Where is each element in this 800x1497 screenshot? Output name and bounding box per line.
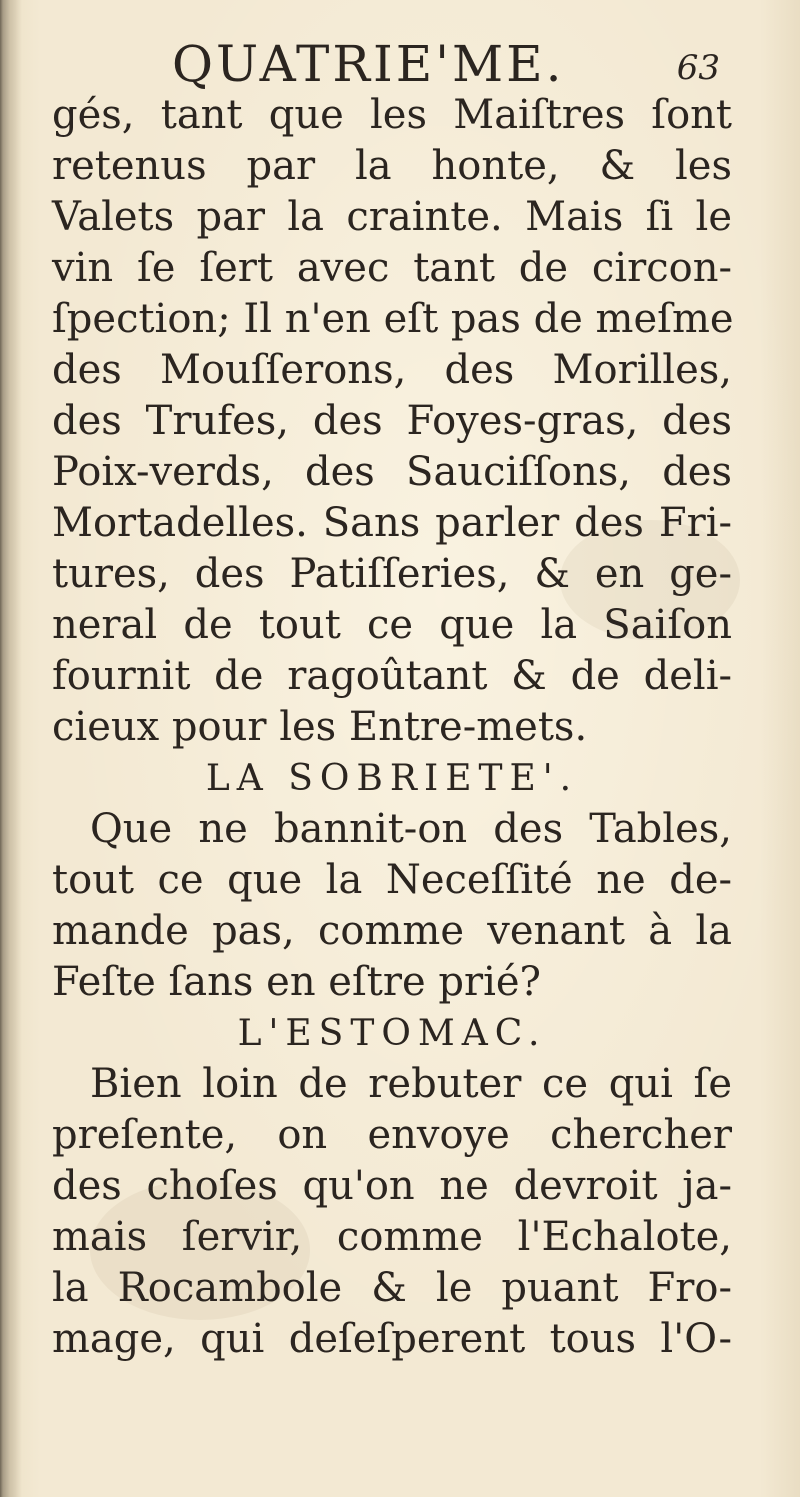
text-line: Feſte ſans en eſtre prié? bbox=[52, 959, 542, 1005]
page-gutter-shadow bbox=[0, 0, 22, 1497]
text-line: vin ſe ſert avec tant de circon- bbox=[52, 245, 732, 291]
text-line: des Mouſſerons, des Morilles, bbox=[52, 347, 732, 393]
text-line: retenus par la honte, & les bbox=[52, 143, 732, 189]
text-line: preſente, on envoye chercher bbox=[52, 1112, 732, 1158]
speaker-heading: LA SOBRIETE'. bbox=[205, 758, 579, 799]
text-line: Que ne bannit-on des Tables, bbox=[90, 806, 732, 852]
text-line: Valets par la crainte. Mais ſi le bbox=[52, 194, 732, 240]
text-line: ſpection; Il n'en eſt pas de meſme bbox=[52, 296, 734, 342]
speaker-heading: L'ESTOMAC. bbox=[237, 1013, 547, 1054]
text-line: Poix-verds, des Sauciſſons, des bbox=[52, 449, 732, 495]
text-line: gés, tant que les Maiſtres ſont bbox=[52, 92, 732, 138]
body-text bbox=[52, 90, 732, 1365]
text-line: des choſes qu'on ne devroit ja- bbox=[52, 1163, 732, 1209]
text-line: cieux pour les Entre-mets. bbox=[52, 704, 588, 750]
text-line: mande pas, comme venant à la bbox=[52, 908, 732, 954]
text-line: la Rocambole & le puant Fro- bbox=[52, 1265, 732, 1311]
text-line: mais ſervir, comme l'Echalote, bbox=[52, 1214, 732, 1260]
text-line: tures, des Patiſſeries, & en ge- bbox=[52, 551, 732, 597]
running-title: QUATRIE'ME. bbox=[172, 35, 565, 93]
text-line: Mortadelles. Sans parler des Fri- bbox=[52, 500, 732, 546]
page-number: 63 bbox=[676, 48, 720, 88]
text-line: tout ce que la Neceſſité ne de- bbox=[52, 857, 732, 903]
text-line: des Trufes, des Foyes-gras, des bbox=[52, 398, 732, 444]
text-line: mage, qui deſeſperent tous l'O- bbox=[52, 1316, 732, 1362]
text-line: fournit de ragoûtant & de deli- bbox=[52, 653, 732, 699]
text-line: Bien loin de rebuter ce qui ſe bbox=[90, 1061, 732, 1107]
text-line: neral de tout ce que la Saiſon bbox=[52, 602, 732, 648]
